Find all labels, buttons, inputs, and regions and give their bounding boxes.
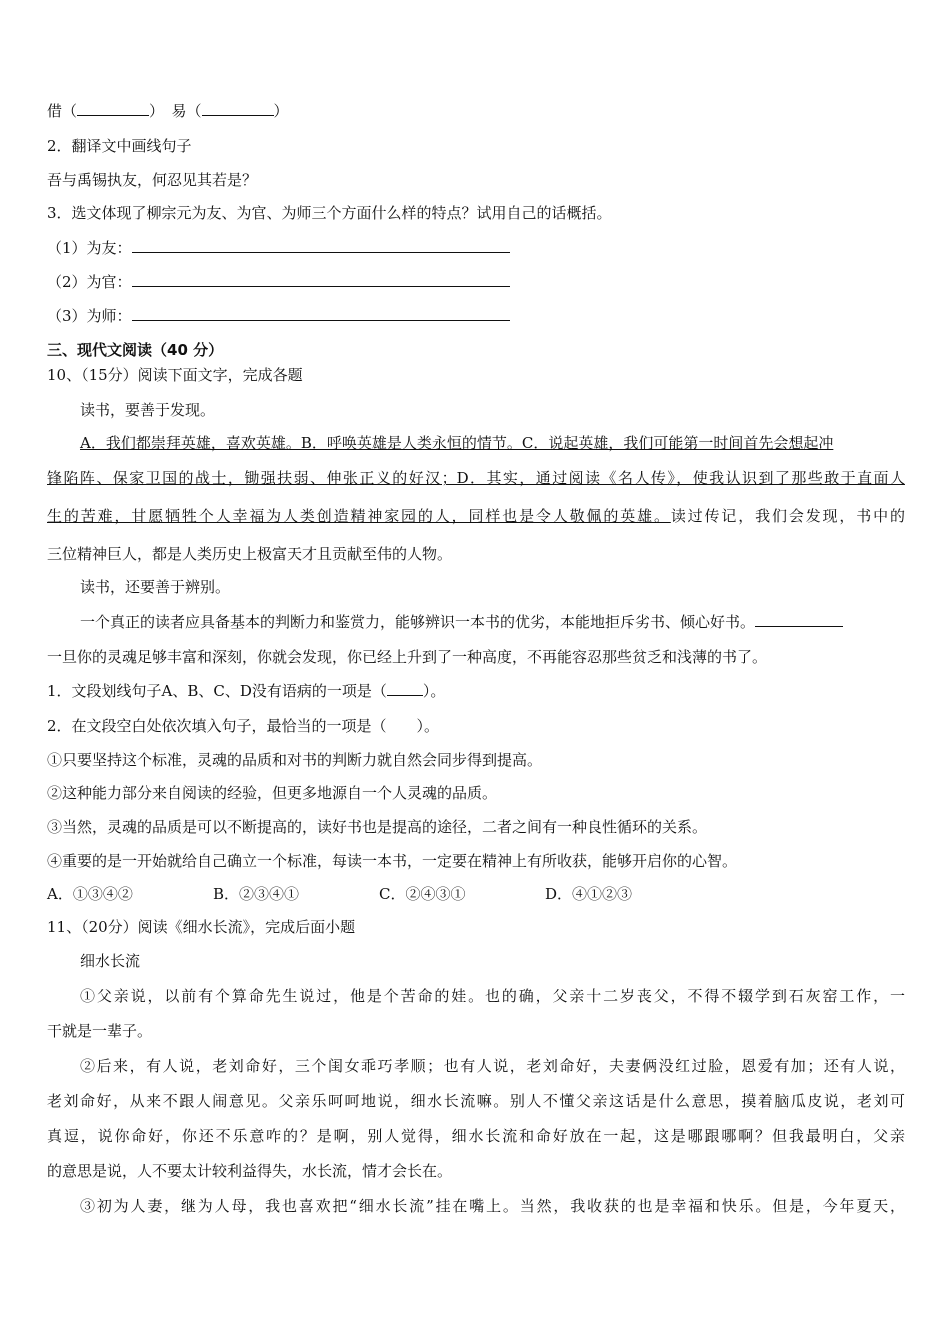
q11-para-2-line-1: ②后来，有人说，老刘命好，三个闺女乖巧孝顺；也有人说，老刘命好，夫妻俩没红过脸，恩爱有加；还有人说，	[80, 1057, 905, 1075]
question-10-1-text: 1．文段划线句子A、B、C、D没有语病的一项是（	[47, 682, 387, 700]
question-10-2: 2．在文段空白处依次填入句子，最恰当的一项是（ ）。	[47, 717, 440, 735]
answer-blank-teacher[interactable]	[132, 305, 510, 321]
choice-a[interactable]: A．①③④②	[47, 885, 133, 903]
answer-label-friend: （1）为友：	[47, 239, 132, 257]
q10-para-2-line-3-rest: 读过传记，我们会发现，书中的	[670, 507, 905, 525]
q11-para-3-line-1: ③初为人妻，继为人母，我也喜欢把“细水长流”挂在嘴上。当然，我收获的也是幸福和快乐。但是，今年夏天，	[80, 1197, 905, 1215]
choice-c[interactable]: C．②④③①	[379, 885, 466, 903]
sentence-option-4: ④重要的是一开始就给自己确立一个标准，每读一本书，一定要在精神上有所收获，能够开启你的心智。	[47, 852, 738, 870]
question-10-1	[47, 680, 445, 702]
word-close-paren: ）	[273, 102, 289, 120]
q10-para-2-line-3	[47, 505, 905, 527]
question-10-stem: 10、（15分）阅读下面文字，完成各题	[47, 366, 303, 384]
sentence-option-2: ②这种能力部分来自阅读的经验，但更多地源自一个人灵魂的品质。	[47, 784, 498, 802]
answer-line-teacher	[47, 305, 510, 327]
question-11-stem: 11、（20分）阅读《细水长流》，完成后面小题	[47, 918, 356, 936]
q11-para-1-line-1: ①父亲说，以前有个算命先生说过，他是个苦命的娃。也的确，父亲十二岁丧父，不得不辍学到石灰窑工作，一	[80, 987, 905, 1005]
answer-blank-jie[interactable]	[77, 100, 149, 116]
q10-underlined-line-3: 生的苦难，甘愿牺牲个人幸福为人类创造精神家园的人，同样也是令人敬佩的英雄。	[47, 507, 671, 525]
word-jie-label: 借（	[47, 102, 78, 120]
answer-label-teacher: （3）为师：	[47, 307, 132, 325]
q10-underlined-line-1: A．我们都崇拜英雄，喜欢英雄。B．呼唤英雄是人类永恒的情节。C．说起英雄，我们可能第一时间首先会想起冲	[80, 434, 834, 452]
q10-para-4-line-2: 一旦你的灵魂足够丰富和深刻，你就会发现，你已经上升到了一种高度，不再能容忍那些贫乏和浅薄的书了。	[47, 648, 768, 666]
question-9-2-sentence: 吾与禹锡执友，何忍见其若是？	[47, 171, 258, 189]
q10-fill-blank[interactable]	[755, 611, 843, 627]
answer-blank-official[interactable]	[132, 271, 510, 287]
section-3-heading: 三、现代文阅读（40 分）	[47, 341, 224, 359]
sentence-option-3: ③当然，灵魂的品质是可以不断提高的，读好书也是提高的途径，二者之间有一种良性循环的关系。	[47, 818, 708, 836]
choice-options	[47, 883, 632, 905]
question-9-3: 3．选文体现了柳宗元为友、为官、为师三个方面什么样的特点？试用自己的话概括。	[47, 204, 612, 222]
q10-para-3: 读书，还要善于辨别。	[80, 578, 231, 596]
q11-para-2-line-4: 的意思是说，人不要太计较利益得失，水长流，情才会长在。	[47, 1162, 453, 1180]
q10-underlined-line-2: 锋陷阵、保家卫国的战士，锄强扶弱、伸张正义的好汉；D．其实，通过阅读《名人传》，使我认识到了那些敢于直面人	[47, 469, 905, 487]
answer-blank-friend[interactable]	[132, 237, 510, 253]
answer-line-friend	[47, 237, 510, 259]
answer-blank-10-1[interactable]	[387, 680, 423, 696]
question-10-1-close: ）。	[422, 682, 446, 700]
word-definition-blanks	[47, 100, 289, 122]
q10-para-4-text: 一个真正的读者应具备基本的判断力和鉴赏力，能够辨识一本书的优劣，本能地拒斥劣书、倾心好书。	[80, 613, 756, 631]
q10-para-2-line-4: 三位精神巨人，都是人类历史上极富天才且贡献至伟的人物。	[47, 545, 453, 563]
q10-para-1: 读书，要善于发现。	[80, 401, 216, 419]
q11-para-2-line-2: 老刘命好，从来不跟人闹意见。父亲乐呵呵地说，细水长流嘛。别人不懂父亲这话是什么意思，摸着脑瓜皮说，老刘可	[47, 1092, 905, 1110]
article-title: 细水长流	[80, 952, 141, 970]
word-yi-label: ） 易（	[149, 102, 202, 120]
q10-para-4-line-1	[80, 611, 843, 633]
question-9-2: 2．翻译文中画线句子	[47, 137, 192, 155]
choice-b[interactable]: B．②③④①	[213, 885, 300, 903]
q11-para-2-line-3: 真逗，说你命好，你还不乐意咋的？是啊，别人觉得，细水长流和命好放在一起，这是哪跟哪啊？但我最明白，父亲	[47, 1127, 905, 1145]
answer-blank-yi[interactable]	[202, 100, 274, 116]
answer-line-official	[47, 271, 510, 293]
q11-para-1-line-2: 干就是一辈子。	[47, 1022, 153, 1040]
choice-d[interactable]: D．④①②③	[545, 885, 633, 903]
answer-label-official: （2）为官：	[47, 273, 132, 291]
sentence-option-1: ①只要坚持这个标准，灵魂的品质和对书的判断力就自然会同步得到提高。	[47, 751, 543, 769]
